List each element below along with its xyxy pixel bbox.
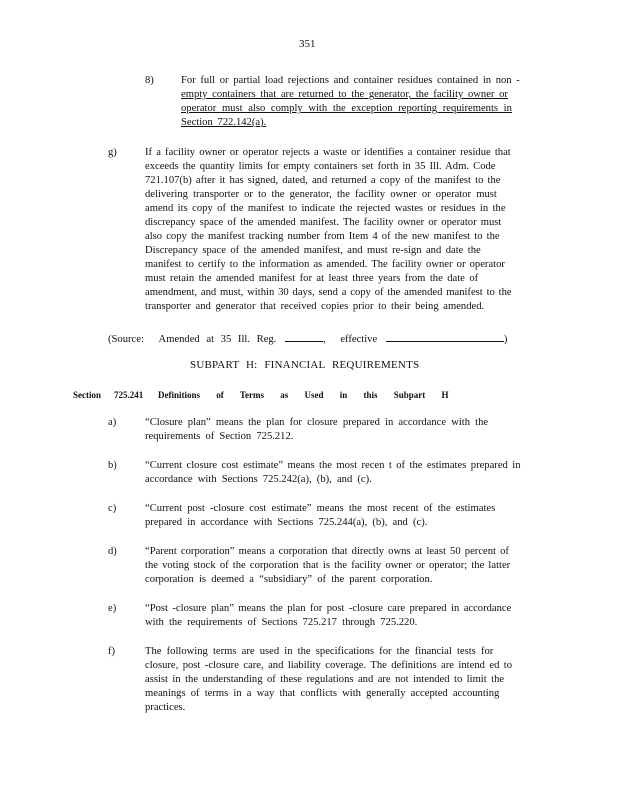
def-f-line-4: meanings of terms in a way that conflicts with generally accepted accounting [145, 688, 500, 699]
def-a-line-2: requirements of Section 725.212. [145, 431, 294, 442]
def-c-line-2: prepared in accordance with Sections 725.244(a), (b), and (c). [145, 517, 428, 528]
def-e-label: e) [108, 603, 117, 614]
section-title: Definitions of Terms as Used in this Subpart H [158, 390, 449, 400]
def-d-line-3: corporation is deemed a “subsidiary” of the parent corporation. [145, 574, 433, 585]
def-a-label: a) [108, 417, 117, 428]
source-amended: Amended at 35 Ill. Reg. [158, 334, 277, 345]
source-volume-blank [285, 331, 323, 342]
item-8-line-1: For full or partial load rejections and container residues contained in non - [181, 75, 520, 86]
section-number: 725.241 [114, 390, 144, 400]
source-close: ) [503, 334, 508, 345]
source-effective: effective [340, 334, 378, 345]
source-date-blank [386, 331, 504, 342]
def-c-line-1: “Current post -closure cost estimate” means the most recent of the estimates [145, 503, 496, 514]
def-e-line-1: “Post -closure plan” means the plan for post -closure care prepared in accordance [145, 603, 512, 614]
item-g-label: g) [108, 147, 117, 158]
page-number: 351 [299, 38, 316, 50]
def-d-line-2: the voting stock of the corporation that is the facility owner or operator; the latter [145, 560, 511, 571]
item-g-line-4: delivering transporter or to the generator, the facility owner or operator must [145, 189, 497, 200]
def-d-label: d) [108, 546, 117, 557]
item-g-line-2: exceeds the quantity limits for empty containers set forth in 35 Ill. Adm. Code [145, 161, 496, 172]
source-comma: , [323, 334, 326, 345]
item-g-line-7: also copy the manifest tracking number from Item 4 of the new manifest to the [145, 231, 500, 242]
def-c-label: c) [108, 503, 117, 514]
def-d-line-1: “Parent corporation” means a corporation that directly owns at least 50 percent of [145, 546, 509, 557]
item-g-line-11: amendment, and must, within 30 days, send a copy of the amended manifest to the [145, 287, 512, 298]
def-f-line-1: The following terms are used in the specifications for the financial tests for [145, 646, 494, 657]
source-line [108, 331, 507, 346]
def-a-line-1: “Closure plan” means the plan for closure prepared in accordance with the [145, 417, 489, 428]
def-f-label: f) [108, 646, 116, 657]
item-g-line-1: If a facility owner or operator rejects a waste or identifies a container residue that [145, 147, 511, 158]
def-b-line-2: accordance with Sections 725.242(a), (b), and (c). [145, 474, 372, 485]
section-word: Section [73, 390, 101, 400]
subpart-heading: SUBPART H: FINANCIAL REQUIREMENTS [190, 359, 420, 371]
item-g-line-6: discrepancy space of the amended manifest. The facility owner or operator must [145, 217, 502, 228]
def-f-line-2: closure, post -closure care, and liability coverage. The definitions are intend ed to [145, 660, 513, 671]
def-b-line-1: “Current closure cost estimate” means the most recen t of the estimates prepared in [145, 460, 521, 471]
item-8-label: 8) [145, 75, 154, 86]
item-8-line-3: operator must also comply with the exception reporting requirements in [181, 103, 512, 114]
item-g-line-3: 721.107(b) after it has signed, dated, and returned a copy of the manifest to the [145, 175, 501, 186]
item-8-line-4: Section 722.142(a). [181, 117, 267, 128]
item-g-line-9: manifest to certify to the information as amended. The facility owner or operator [145, 259, 505, 270]
item-g-line-10: must retain the amended manifest for at least three years from the date of [145, 273, 479, 284]
item-g-line-5: amend its copy of the manifest to indicate the rejected wastes or residues in the [145, 203, 506, 214]
def-b-label: b) [108, 460, 117, 471]
def-f-line-5: practices. [145, 702, 186, 713]
def-e-line-2: with the requirements of Sections 725.217 through 725.220. [145, 617, 418, 628]
item-8-line-2: empty containers that are returned to the generator, the facility owner or [181, 89, 508, 100]
source-prefix: (Source: [108, 334, 144, 345]
item-g-line-8: Discrepancy space of the amended manifest, and must re-sign and date the [145, 245, 481, 256]
def-f-line-3: assist in the understanding of these regulations and are not intended to limit the [145, 674, 505, 685]
item-g-line-12: transporter and generator that received copies prior to their being amended. [145, 301, 485, 312]
